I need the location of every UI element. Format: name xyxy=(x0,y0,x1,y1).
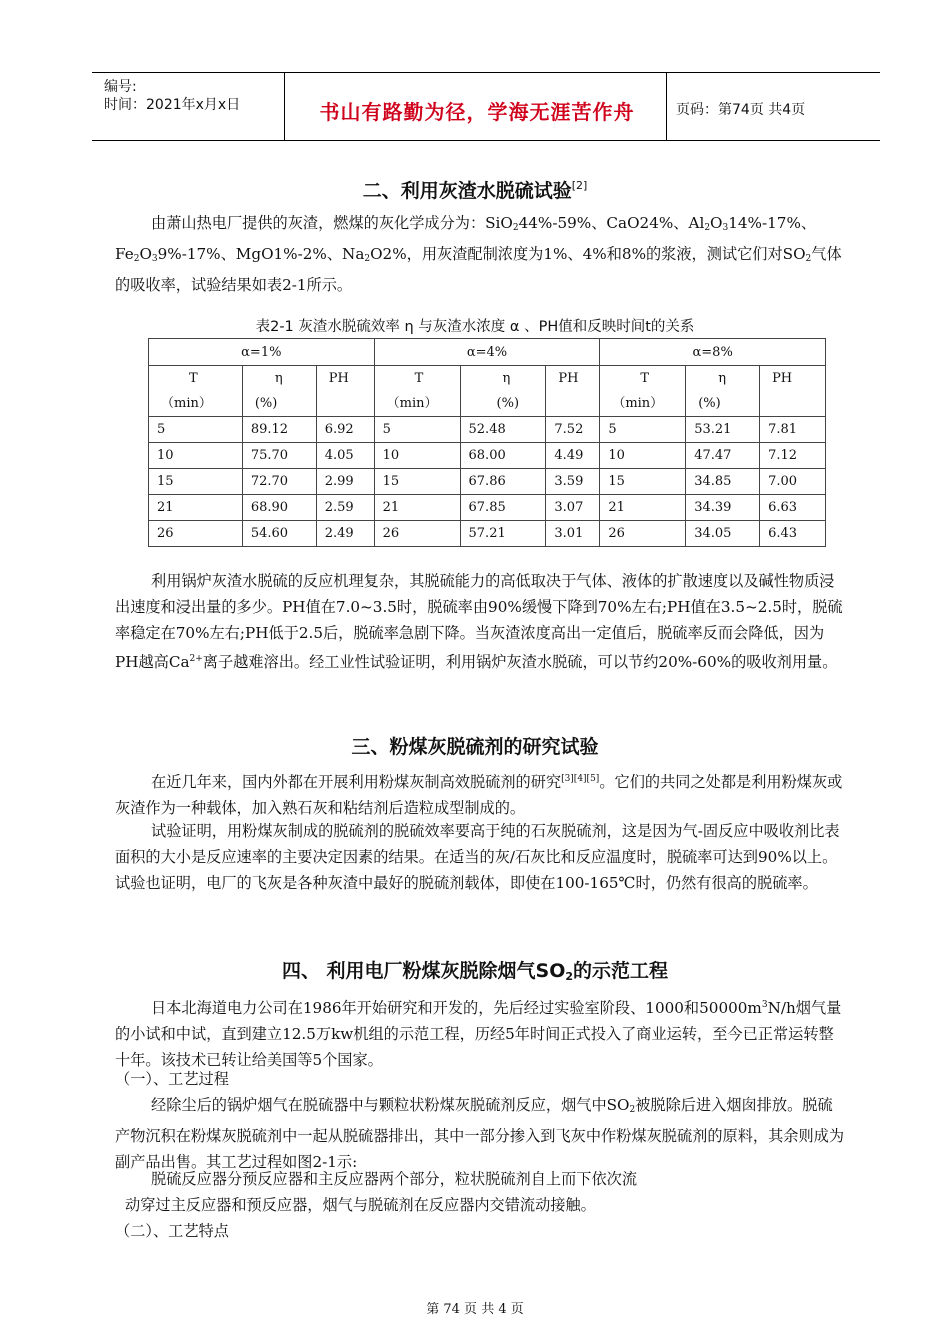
table-cell: 15 xyxy=(600,469,686,495)
table-cell: 4.49 xyxy=(546,443,600,469)
col-header-t: T （min） xyxy=(374,366,460,417)
table-cell: 7.81 xyxy=(760,417,826,443)
table-cell: 72.70 xyxy=(242,469,316,495)
table-cell: 6.43 xyxy=(760,521,826,547)
section4-title: 四、 利用电厂粉煤灰脱除烟气$SO_2$的示范工程 xyxy=(281,960,669,983)
table-cell: 15 xyxy=(149,469,243,495)
header-divider-left xyxy=(284,72,285,141)
table-cell: 26 xyxy=(149,521,243,547)
col-header-eta: η (%) xyxy=(242,366,316,417)
table-cell: 10 xyxy=(600,443,686,469)
table-cell: 2.59 xyxy=(316,495,374,521)
col-header-eta: η (%) xyxy=(460,366,546,417)
table-cell: 53.21 xyxy=(686,417,760,443)
table-cell: 2.49 xyxy=(316,521,374,547)
table-cell: 21 xyxy=(374,495,460,521)
col-header-ph: PH xyxy=(546,366,600,417)
table-cell: 7.52 xyxy=(546,417,600,443)
section4-paragraph-1: 日本北海道电力公司在1986年开始研究和开发的，先后经过实验室阶段、1000和$50000m^3N/h$烟气量的小试和中试，直到建立12.5万kw机组的示范工程，历经5年时间正式投入了商业运转，至今已正常运转整十年。该技术已转让给美国等5个国家。 xyxy=(115,999,842,1069)
table-cell: 52.48 xyxy=(460,417,546,443)
section4-paragraph-3: 脱硫反应器分预反应器和主反应器两个部分，粒状脱硫剂自上而下依次流 动穿过主反应器和预反应器，烟气与脱硫剂在反应器内交错流动接触。 xyxy=(125,1170,637,1214)
section2-paragraph-1: 由萧山热电厂提供的灰渣，燃煤的灰化学成分为：SiO$_2$44%-59%、CaO24%、$Al_2O_314\%-17\%$、$Fe_2O_39\%-17\%$、MgO1%-2%、$Na_2O2\%$，用灰渣配制浓度为1%、4%和8%的浆液，测试它们对$SO_2$气体的吸收率，试验结果如表2-1所示。 xyxy=(115,214,842,294)
table-cell: 5 xyxy=(374,417,460,443)
table-row xyxy=(149,417,826,443)
table-cell: 54.60 xyxy=(242,521,316,547)
table-cell: 21 xyxy=(149,495,243,521)
table-cell: 68.90 xyxy=(242,495,316,521)
table-cell: 75.70 xyxy=(242,443,316,469)
table-row xyxy=(149,469,826,495)
table-cell: 26 xyxy=(374,521,460,547)
section2-title: 二、利用灰渣水脱硫试验[2] xyxy=(362,179,588,202)
header-meta xyxy=(104,78,240,114)
col-header-ph: PH xyxy=(760,366,826,417)
table-cell: 21 xyxy=(600,495,686,521)
group-header: α=8% xyxy=(600,339,826,366)
table-cell: 34.85 xyxy=(686,469,760,495)
header-number: 编号: xyxy=(104,79,137,95)
table-cell: 3.07 xyxy=(546,495,600,521)
table-cell: 10 xyxy=(374,443,460,469)
table-cell: 5 xyxy=(600,417,686,443)
col-header-eta: η (%) xyxy=(686,366,760,417)
table-cell: 34.39 xyxy=(686,495,760,521)
header-time: 时间：2021年x月x日 xyxy=(104,97,241,113)
table-cell: 15 xyxy=(374,469,460,495)
table-cell: 67.85 xyxy=(460,495,546,521)
table-cell: 5 xyxy=(149,417,243,443)
section2-paragraph-2: 利用锅炉灰渣水脱硫的反应机理复杂，其脱硫能力的高低取决于气体、液体的扩散速度以及碱性物质浸出速度和浸出量的多少。PH值在7.0~3.5时，脱硫率由90%缓慢下降到70%左右;PH值在3.5~2.5时，脱硫率稳定在70%左右;PH低于2.5后，脱硫率急剧下降。当灰渣浓度高出一定值后，脱硫率反而会降低，因为PH越高$Ca^{2+}$离子越难溶出。经工业性试验证明，利用锅炉灰渣水脱硫，可以节约20%-60%的吸收剂用量。 xyxy=(115,572,843,671)
header-page-number: 页码：第74页 共4页 xyxy=(676,102,806,118)
table-cell: 3.01 xyxy=(546,521,600,547)
data-table xyxy=(148,338,826,547)
col-header-t: T （min） xyxy=(600,366,686,417)
table-cell: 47.47 xyxy=(686,443,760,469)
table-cell: 68.00 xyxy=(460,443,546,469)
table-body xyxy=(149,417,826,547)
table-cell: 4.05 xyxy=(316,443,374,469)
table-row xyxy=(149,521,826,547)
table-cell: 34.05 xyxy=(686,521,760,547)
group-header: α=1% xyxy=(149,339,375,366)
table-cell: 6.63 xyxy=(760,495,826,521)
table-group-row xyxy=(149,339,826,366)
col-header-ph: PH xyxy=(316,366,374,417)
table-cell: 57.21 xyxy=(460,521,546,547)
table-cell: 10 xyxy=(149,443,243,469)
table-cell: 6.92 xyxy=(316,417,374,443)
section2-ref: [2] xyxy=(571,179,588,192)
section3-paragraph-2: 试验证明，用粉煤灰制成的脱硫剂的脱硫效率要高于纯的石灰脱硫剂，这是因为气-固反应中吸收剂比表面积的大小是反应速率的主要决定因素的结果。在适当的灰/石灰比和反应温度时，脱硫率可达到90%以上。试验也证明，电厂的飞灰是各种灰渣中最好的脱硫剂载体，即使在100-165℃时，仍然有很高的脱硫率。 xyxy=(115,822,840,892)
header-bottom-rule xyxy=(92,140,880,141)
section4-paragraph-2: 经除尘后的锅炉烟气在脱硫器中与颗粒状粉煤灰脱硫剂反应，烟气中$SO_2$被脱除后进入烟囱排放。脱硫产物沉积在粉煤灰脱硫剂中一起从脱硫器排出，其中一部分掺入到飞灰中作粉煤灰脱硫剂的原料，其余则成为副产品出售。其工艺过程如图2-1示: xyxy=(115,1096,844,1171)
table-cell: 89.12 xyxy=(242,417,316,443)
page-footer: 第 74 页 共 4 页 xyxy=(426,1302,524,1317)
table-cell: 3.59 xyxy=(546,469,600,495)
table-cell: 7.00 xyxy=(760,469,826,495)
table-cell: 7.12 xyxy=(760,443,826,469)
table-caption: 表2-1 灰渣水脱硫效率 η 与灰渣水浓度 α 、PH值和反映时间t的关系 xyxy=(255,319,695,335)
header-divider-right xyxy=(666,72,667,141)
header-motto: 书山有路勤为径，学海无涯苦作舟 xyxy=(319,100,635,124)
table-row xyxy=(149,443,826,469)
table-cell: 2.99 xyxy=(316,469,374,495)
col-header-t: T （min） xyxy=(149,366,243,417)
subheading-process: （一）、工艺过程 xyxy=(115,1070,229,1088)
section3-paragraph-1: 在近几年来，国内外都在开展利用粉煤灰制高效脱硫剂的研究[3][4][5]。它们的共同之处都是利用粉煤灰或灰渣作为一种载体，加入熟石灰和粘结剂后造粒成型制成的。 xyxy=(115,773,843,817)
table-cell: 67.86 xyxy=(460,469,546,495)
table-row xyxy=(149,495,826,521)
table-cell: 26 xyxy=(600,521,686,547)
table-header-row xyxy=(149,366,826,417)
section3-title: 三、粉煤灰脱硫剂的研究试验 xyxy=(351,736,599,758)
subheading-features: （二）、工艺特点 xyxy=(115,1222,229,1240)
header-top-rule xyxy=(92,72,880,73)
group-header: α=4% xyxy=(374,339,600,366)
